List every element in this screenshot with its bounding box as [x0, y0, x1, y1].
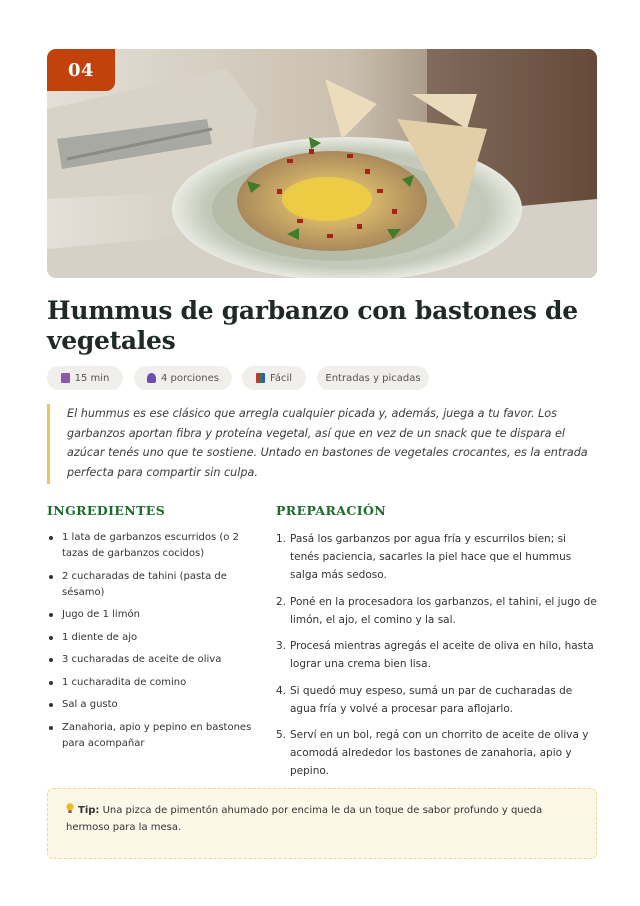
step-text: Poné en la procesadora los garbanzos, el tahini, el jugo de limón, el ajo, el comino y la sal.	[290, 595, 597, 626]
step-item: 4. Si quedó muy espeso, sumá un par de cucharadas de agua fría y volvé a procesar para aflojarlo.	[276, 684, 573, 715]
difficulty-label: Fácil	[269, 372, 293, 384]
category-pill	[317, 366, 429, 390]
ingredient-item: Zanahoria, apio y pepino en bastones para acompañar	[47, 720, 252, 752]
people-icon	[147, 373, 156, 383]
time-pill	[47, 366, 123, 390]
preparation-heading: PREPARACIÓN	[276, 503, 387, 518]
ingredients-list	[47, 530, 252, 758]
preparation-steps	[276, 530, 598, 789]
tip-box	[47, 788, 597, 859]
step-item: 1. Pasá los garbanzos por agua fría y escurrilos bien; si tenés paciencia, sacarles la piel hace que el hummus salga más sedoso.	[276, 533, 572, 581]
ingredient-item: 1 diente de ajo	[47, 630, 252, 646]
hero-photo	[47, 49, 597, 278]
step-text: Si quedó muy espeso, sumá un par de cucharadas de agua fría y volvé a procesar para aflojarlo.	[290, 684, 573, 715]
recipe-number-badge: 04	[47, 49, 115, 91]
ingredient-item: Sal a gusto	[47, 697, 252, 713]
ingredient-item: 3 cucharadas de aceite de oliva	[47, 652, 252, 668]
chart-icon	[256, 373, 265, 383]
ingredient-item: Jugo de 1 limón	[47, 607, 252, 623]
step-text: Pasá los garbanzos por agua fría y escurrilos bien; si tenés paciencia, sacarles la piel hace que el hummus salga más sedoso.	[290, 533, 572, 581]
recipe-intro: El hummus es ese clásico que arregla cualquier picada y, además, juega a tu favor. Los garbanzos aportan fibra y proteína vegetal, así que en vez de un snack que te dispara el azúcar tenés uno que te sostiene. Untado en bastones de vegetales crocantes, es la entrada perfecta para compartir sin culpa.	[47, 404, 597, 484]
ingredient-item: 1 lata de garbanzos escurridos (o 2 tazas de garbanzos cocidos)	[47, 530, 252, 562]
lightbulb-icon	[66, 803, 74, 814]
step-item: 3. Procesá mientras agregás el aceite de oliva en hilo, hasta lograr una crema bien lisa.	[276, 640, 594, 670]
hourglass-icon	[61, 373, 70, 383]
step-text: Serví en un bol, regá con un chorrito de aceite de oliva y acomodá alrededor los bastones de zanahoria, apio y pepino.	[290, 729, 589, 777]
servings-label: 4 porciones	[161, 372, 219, 384]
servings-pill	[134, 366, 232, 390]
ingredients-heading: INGREDIENTES	[47, 503, 166, 518]
tip-text: Una pizca de pimentón ahumado por encima le da un toque de sabor profundo y queda hermoso para la mesa.	[66, 805, 543, 833]
step-item: 2. Poné en la procesadora los garbanzos, el tahini, el jugo de limón, el ajo, el comino y la sal.	[276, 595, 597, 626]
difficulty-pill	[242, 366, 306, 390]
step-text: Procesá mientras agregás el aceite de oliva en hilo, hasta lograr una crema bien lisa.	[290, 640, 594, 670]
step-item: 5. Serví en un bol, regá con un chorrito de aceite de oliva y acomodá alrededor los bastones de zanahoria, apio y pepino.	[276, 729, 589, 777]
time-label: 15 min	[74, 372, 110, 384]
ingredient-item: 2 cucharadas de tahini (pasta de sésamo)	[47, 569, 252, 601]
ingredient-item: 1 cucharadita de comino	[47, 675, 252, 691]
recipe-title: Hummus de garbanzo con bastones de vegetales	[47, 296, 578, 355]
category-label: Entradas y picadas	[325, 372, 421, 384]
tip-label: Tip:	[78, 805, 100, 816]
